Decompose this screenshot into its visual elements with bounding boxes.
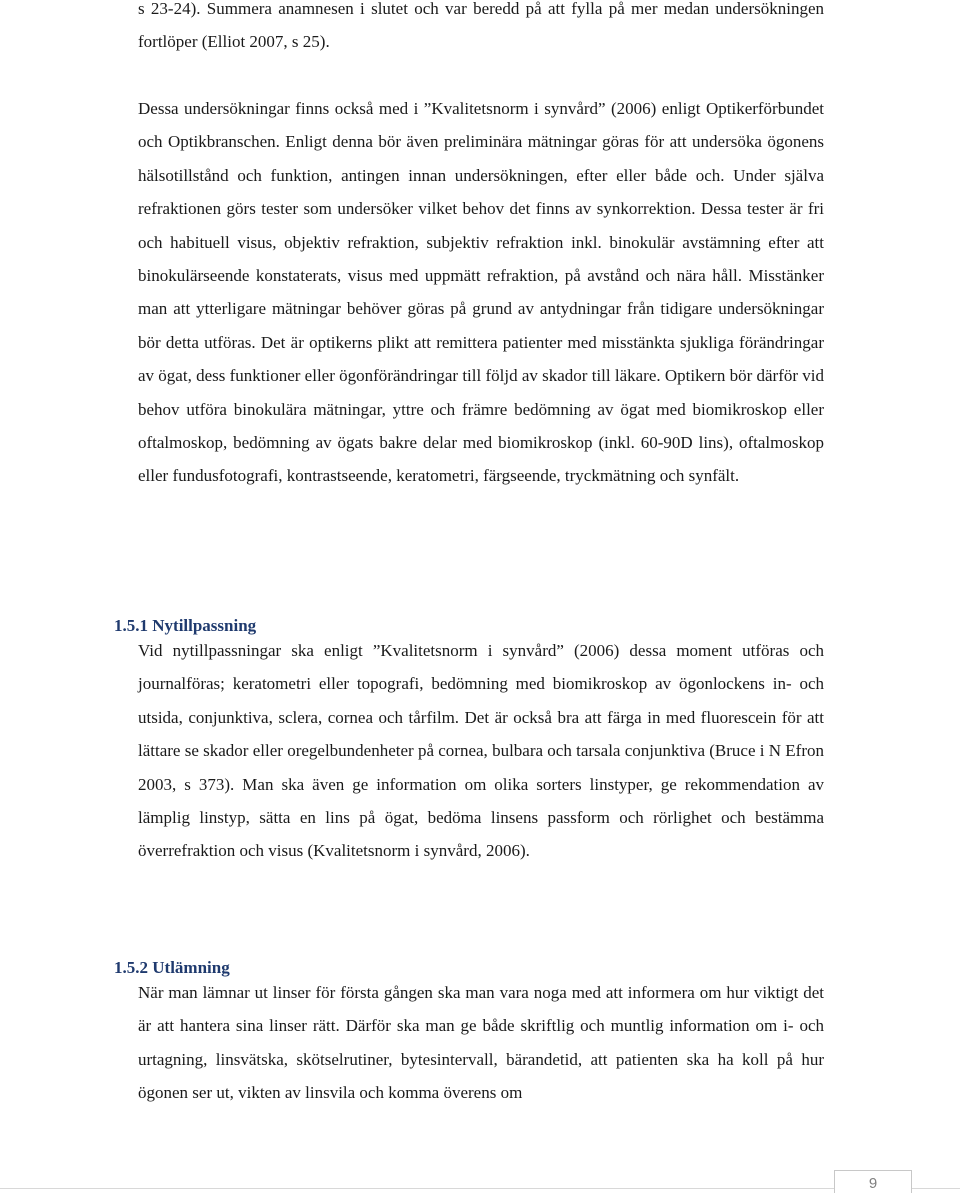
footer-divider xyxy=(0,1188,960,1189)
section-body-utlamning: När man lämnar ut linser för första gången ska man vara noga med att informera om hur viktigt det är att hantera sina linser rätt. Därför ska man ge både skriftlig och muntlig information om i- och urtagning, linsvätska, skötselrutiner, bytesintervall, bärandetid, att patienten ska ha koll på hur ögonen ser ut, vikten av linsvila och komma överens om xyxy=(138,983,824,1103)
intro-paragraph: s 23-24). Summera anamnesen i slutet och var beredd på att fylla på mer medan undersökningen fortlöper (Elliot 2007, s 25). xyxy=(138,0,824,52)
examinations-paragraph: Dessa undersökningar finns också med i ”Kvalitetsnorm i synvård” (2006) enligt Optikerförbundet och Optikbranschen. Enligt denna bör även preliminära mätningar göras för att undersöka ögonens hälsotillstånd och funktion, antingen innan undersökningen, efter eller både och. Under själva refraktionen görs tester som undersöker vilket behov det finns av synkorrektion. Dessa tester är fri och habituell visus, objektiv refraktion, subjektiv refraktion inkl. binokulär avstämning efter att binokulärseende konstaterats, visus med uppmätt refraktion, på avstånd och nära håll. Misstänker man att ytterligare mätningar behöver göras på grund av antydningar från tidigare undersökningar bör detta utföras. Det är optikerns plikt att remittera patienter med misstänkta sjukliga förändringar av ögat, dess funktioner eller ögonförändringar till följd av skador till läkare. Optikern bör därför vid behov utföra binokulära mätningar, yttre och främre bedömning av ögat med biomikroskop eller oftalmoskop, bedömning av ögats bakre delar med biomikroskop (inkl. 60-90D lins), oftalmoskop eller fundusfotografi, kontrastseende, keratometri, färgseende, tryckmätning och synfält. xyxy=(138,99,824,486)
section-heading-utlamning: 1.5.2 Utlämning xyxy=(114,958,230,977)
section-heading-nytillpassning: 1.5.1 Nytillpassning xyxy=(114,616,257,635)
section-body-nytillpassning: Vid nytillpassningar ska enligt ”Kvalitetsnorm i synvård” (2006) dessa moment utföras och journalföras; keratometri eller topografi, bedömning med biomikroskop av ögonlockens in- och utsida, conjunktiva, sclera, cornea och tårfilm. Det är också bra att färga in med fluorescein för att lättare se skador eller oregelbundenheter på cornea, bulbara och tarsala conjunktiva (Bruce i N Efron 2003, s 373). Man ska även ge information om olika sorters linstyper, ge rekommendation av lämplig linstyp, sätta en lins på ögat, bedöma linsens passform och rörlighet och bestämma överrefraktion och visus (Kvalitetsnorm i synvård, 2006). xyxy=(138,641,824,861)
page-number: 9 xyxy=(834,1170,912,1193)
